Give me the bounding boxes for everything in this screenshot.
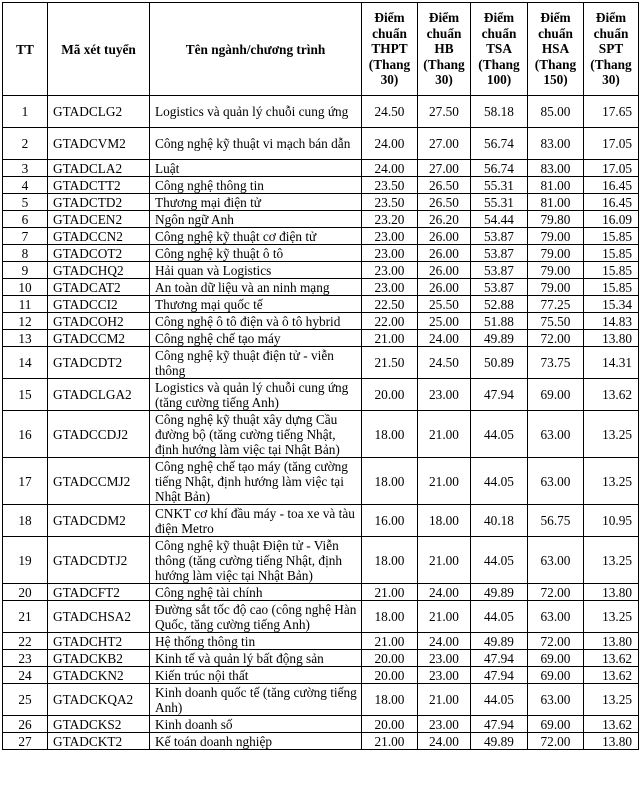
cell-tt: 22 xyxy=(3,633,48,650)
cell-code: GTADCKS2 xyxy=(48,716,150,733)
cell-code: GTADCLA2 xyxy=(48,160,150,177)
cell-score-hb: 26.20 xyxy=(418,211,471,228)
cell-score-thpt: 16.00 xyxy=(362,505,418,537)
cell-code: GTADCEN2 xyxy=(48,211,150,228)
cell-score-tsa: 47.94 xyxy=(471,650,528,667)
cell-score-hb: 26.50 xyxy=(418,177,471,194)
table-row xyxy=(3,379,639,411)
table-row xyxy=(3,716,639,733)
cell-score-spt: 15.34 xyxy=(584,296,639,313)
cell-score-hsa: 69.00 xyxy=(528,379,584,411)
cell-score-spt: 13.80 xyxy=(584,733,639,750)
cell-score-thpt: 23.50 xyxy=(362,194,418,211)
cell-score-hb: 24.00 xyxy=(418,584,471,601)
cell-score-hb: 23.00 xyxy=(418,667,471,684)
cell-tt: 15 xyxy=(3,379,48,411)
cell-code: GTADCHQ2 xyxy=(48,262,150,279)
cell-score-hsa: 75.50 xyxy=(528,313,584,330)
cell-program-name: Công nghệ ô tô điện và ô tô hybrid xyxy=(150,313,362,330)
cell-score-tsa: 56.74 xyxy=(471,128,528,160)
cell-program-name: Kinh tế và quản lý bất động sản xyxy=(150,650,362,667)
table-row xyxy=(3,684,639,716)
cell-score-hb: 21.00 xyxy=(418,537,471,584)
cell-code: GTADCTT2 xyxy=(48,177,150,194)
cell-score-tsa: 58.18 xyxy=(471,96,528,128)
cell-program-name: Công nghệ tài chính xyxy=(150,584,362,601)
cell-code: GTADCKN2 xyxy=(48,667,150,684)
cell-score-hsa: 79.00 xyxy=(528,279,584,296)
cell-code: GTADCCI2 xyxy=(48,296,150,313)
cell-score-tsa: 44.05 xyxy=(471,458,528,505)
cell-score-thpt: 23.00 xyxy=(362,228,418,245)
cell-score-hsa: 77.25 xyxy=(528,296,584,313)
cell-tt: 4 xyxy=(3,177,48,194)
table-row xyxy=(3,313,639,330)
cell-score-thpt: 22.50 xyxy=(362,296,418,313)
cell-score-spt: 13.25 xyxy=(584,411,639,458)
cell-score-thpt: 18.00 xyxy=(362,601,418,633)
table-row xyxy=(3,296,639,313)
cell-score-tsa: 44.05 xyxy=(471,684,528,716)
cell-score-hsa: 72.00 xyxy=(528,330,584,347)
cell-program-name: Đường sắt tốc độ cao (công nghệ Hàn Quốc, tăng cường tiếng Anh) xyxy=(150,601,362,633)
cell-score-hb: 23.00 xyxy=(418,716,471,733)
cell-score-thpt: 23.00 xyxy=(362,279,418,296)
cell-score-thpt: 21.50 xyxy=(362,347,418,379)
table-row xyxy=(3,347,639,379)
table-row xyxy=(3,537,639,584)
cell-score-hsa: 72.00 xyxy=(528,733,584,750)
cell-program-name: Kinh doanh số xyxy=(150,716,362,733)
cell-score-hsa: 72.00 xyxy=(528,633,584,650)
table-header xyxy=(3,3,639,96)
cell-program-name: Kiến trúc nội thất xyxy=(150,667,362,684)
cell-score-tsa: 49.89 xyxy=(471,633,528,650)
cell-score-hsa: 83.00 xyxy=(528,160,584,177)
table-row xyxy=(3,584,639,601)
cell-score-tsa: 54.44 xyxy=(471,211,528,228)
cell-score-thpt: 20.00 xyxy=(362,716,418,733)
cell-score-spt: 15.85 xyxy=(584,279,639,296)
cell-score-spt: 17.05 xyxy=(584,128,639,160)
cell-score-spt: 14.83 xyxy=(584,313,639,330)
cell-code: GTADCAT2 xyxy=(48,279,150,296)
cell-code: GTADCHSA2 xyxy=(48,601,150,633)
cell-score-tsa: 50.89 xyxy=(471,347,528,379)
cell-score-thpt: 18.00 xyxy=(362,684,418,716)
cell-score-hsa: 81.00 xyxy=(528,194,584,211)
header-tt: TT xyxy=(3,3,48,96)
cell-score-hsa: 56.75 xyxy=(528,505,584,537)
table-body xyxy=(3,96,639,750)
cell-score-thpt: 20.00 xyxy=(362,667,418,684)
cell-tt: 11 xyxy=(3,296,48,313)
table-row xyxy=(3,650,639,667)
cell-score-thpt: 23.00 xyxy=(362,245,418,262)
table-row xyxy=(3,228,639,245)
cell-program-name: Kế toán doanh nghiệp xyxy=(150,733,362,750)
cell-score-spt: 15.85 xyxy=(584,262,639,279)
cell-code: GTADCDM2 xyxy=(48,505,150,537)
cell-score-spt: 13.62 xyxy=(584,650,639,667)
table-row xyxy=(3,177,639,194)
cell-program-name: Thương mại quốc tế xyxy=(150,296,362,313)
cell-code: GTADCKT2 xyxy=(48,733,150,750)
cell-score-spt: 13.25 xyxy=(584,537,639,584)
cell-score-spt: 13.25 xyxy=(584,684,639,716)
cell-tt: 10 xyxy=(3,279,48,296)
table-row xyxy=(3,194,639,211)
cell-score-tsa: 44.05 xyxy=(471,537,528,584)
cell-score-tsa: 52.88 xyxy=(471,296,528,313)
table-row xyxy=(3,128,639,160)
cell-code: GTADCCM2 xyxy=(48,330,150,347)
cell-program-name: Công nghệ kỹ thuật vi mạch bán dẫn xyxy=(150,128,362,160)
cell-program-name: Logistics và quản lý chuỗi cung ứng (tăng cường tiếng Anh) xyxy=(150,379,362,411)
cell-tt: 21 xyxy=(3,601,48,633)
cell-score-hsa: 85.00 xyxy=(528,96,584,128)
cell-code: GTADCHT2 xyxy=(48,633,150,650)
cell-program-name: Luật xyxy=(150,160,362,177)
cell-score-hb: 18.00 xyxy=(418,505,471,537)
cell-score-thpt: 18.00 xyxy=(362,458,418,505)
cell-tt: 18 xyxy=(3,505,48,537)
cell-tt: 6 xyxy=(3,211,48,228)
cell-score-tsa: 47.94 xyxy=(471,716,528,733)
cell-tt: 23 xyxy=(3,650,48,667)
cell-score-spt: 13.62 xyxy=(584,667,639,684)
cell-score-hsa: 63.00 xyxy=(528,537,584,584)
cell-score-hsa: 63.00 xyxy=(528,601,584,633)
table-row xyxy=(3,211,639,228)
cell-code: GTADCDT2 xyxy=(48,347,150,379)
table-row xyxy=(3,633,639,650)
cell-score-hsa: 63.00 xyxy=(528,458,584,505)
cell-tt: 13 xyxy=(3,330,48,347)
cell-code: GTADCOH2 xyxy=(48,313,150,330)
cell-score-tsa: 49.89 xyxy=(471,330,528,347)
cell-tt: 5 xyxy=(3,194,48,211)
cell-score-hb: 24.00 xyxy=(418,733,471,750)
cell-score-tsa: 49.89 xyxy=(471,733,528,750)
cell-score-tsa: 55.31 xyxy=(471,194,528,211)
admission-score-table xyxy=(2,2,639,750)
cell-score-thpt: 24.00 xyxy=(362,160,418,177)
cell-score-thpt: 20.00 xyxy=(362,379,418,411)
cell-program-name: Logistics và quản lý chuỗi cung ứng xyxy=(150,96,362,128)
cell-score-spt: 17.05 xyxy=(584,160,639,177)
cell-program-name: Công nghệ thông tin xyxy=(150,177,362,194)
cell-score-tsa: 53.87 xyxy=(471,228,528,245)
cell-score-tsa: 51.88 xyxy=(471,313,528,330)
header-thpt: Điểm chuẩn THPT (Thang 30) xyxy=(362,3,418,96)
cell-score-hsa: 63.00 xyxy=(528,684,584,716)
cell-score-tsa: 53.87 xyxy=(471,245,528,262)
cell-score-thpt: 23.50 xyxy=(362,177,418,194)
cell-code: GTADCDTJ2 xyxy=(48,537,150,584)
cell-score-hb: 21.00 xyxy=(418,601,471,633)
header-spt: Điểm chuẩn SPT (Thang 30) xyxy=(584,3,639,96)
table-row xyxy=(3,458,639,505)
cell-program-name: Kinh doanh quốc tế (tăng cường tiếng Anh) xyxy=(150,684,362,716)
cell-code: GTADCOT2 xyxy=(48,245,150,262)
cell-program-name: Ngôn ngữ Anh xyxy=(150,211,362,228)
table-row xyxy=(3,262,639,279)
cell-score-hb: 27.00 xyxy=(418,160,471,177)
cell-tt: 7 xyxy=(3,228,48,245)
cell-score-tsa: 44.05 xyxy=(471,411,528,458)
cell-score-hsa: 73.75 xyxy=(528,347,584,379)
cell-program-name: Công nghệ kỹ thuật cơ điện tử xyxy=(150,228,362,245)
cell-program-name: Công nghệ kỹ thuật ô tô xyxy=(150,245,362,262)
cell-score-hb: 21.00 xyxy=(418,684,471,716)
cell-score-hsa: 72.00 xyxy=(528,584,584,601)
cell-score-spt: 13.62 xyxy=(584,379,639,411)
table-row xyxy=(3,733,639,750)
cell-tt: 17 xyxy=(3,458,48,505)
cell-score-spt: 13.80 xyxy=(584,330,639,347)
cell-tt: 25 xyxy=(3,684,48,716)
cell-tt: 19 xyxy=(3,537,48,584)
cell-tt: 24 xyxy=(3,667,48,684)
cell-score-thpt: 21.00 xyxy=(362,633,418,650)
cell-score-hb: 26.00 xyxy=(418,245,471,262)
table-row xyxy=(3,330,639,347)
cell-score-hb: 24.00 xyxy=(418,633,471,650)
cell-score-thpt: 24.50 xyxy=(362,96,418,128)
cell-score-thpt: 20.00 xyxy=(362,650,418,667)
cell-score-hb: 26.00 xyxy=(418,262,471,279)
cell-tt: 20 xyxy=(3,584,48,601)
cell-tt: 27 xyxy=(3,733,48,750)
cell-score-hsa: 69.00 xyxy=(528,667,584,684)
cell-score-spt: 17.65 xyxy=(584,96,639,128)
cell-score-spt: 10.95 xyxy=(584,505,639,537)
cell-tt: 14 xyxy=(3,347,48,379)
cell-score-hsa: 69.00 xyxy=(528,650,584,667)
cell-score-spt: 16.09 xyxy=(584,211,639,228)
cell-score-hsa: 79.00 xyxy=(528,228,584,245)
table-row xyxy=(3,667,639,684)
header-name: Tên ngành/chương trình xyxy=(150,3,362,96)
cell-score-thpt: 22.00 xyxy=(362,313,418,330)
cell-code: GTADCCN2 xyxy=(48,228,150,245)
cell-score-hsa: 83.00 xyxy=(528,128,584,160)
cell-tt: 9 xyxy=(3,262,48,279)
cell-score-thpt: 18.00 xyxy=(362,411,418,458)
cell-score-thpt: 23.20 xyxy=(362,211,418,228)
cell-score-tsa: 53.87 xyxy=(471,262,528,279)
cell-score-spt: 15.85 xyxy=(584,228,639,245)
cell-program-name: An toàn dữ liệu và an ninh mạng xyxy=(150,279,362,296)
cell-score-tsa: 56.74 xyxy=(471,160,528,177)
cell-score-hb: 25.50 xyxy=(418,296,471,313)
cell-score-hsa: 69.00 xyxy=(528,716,584,733)
cell-score-hb: 23.00 xyxy=(418,379,471,411)
cell-tt: 8 xyxy=(3,245,48,262)
cell-tt: 1 xyxy=(3,96,48,128)
cell-score-hsa: 79.00 xyxy=(528,262,584,279)
cell-score-hb: 27.00 xyxy=(418,128,471,160)
cell-score-spt: 13.80 xyxy=(584,584,639,601)
cell-score-tsa: 47.94 xyxy=(471,667,528,684)
cell-score-hsa: 81.00 xyxy=(528,177,584,194)
cell-score-spt: 13.80 xyxy=(584,633,639,650)
cell-program-name: Công nghệ chế tạo máy (tăng cường tiếng Nhật, định hướng làm việc tại Nhật Bản) xyxy=(150,458,362,505)
cell-program-name: Thương mại điện tử xyxy=(150,194,362,211)
cell-score-spt: 13.25 xyxy=(584,458,639,505)
header-code: Mã xét tuyển xyxy=(48,3,150,96)
cell-score-thpt: 21.00 xyxy=(362,584,418,601)
cell-score-thpt: 21.00 xyxy=(362,733,418,750)
cell-code: GTADCVM2 xyxy=(48,128,150,160)
header-hsa: Điểm chuẩn HSA (Thang 150) xyxy=(528,3,584,96)
cell-score-spt: 16.45 xyxy=(584,194,639,211)
cell-score-spt: 13.62 xyxy=(584,716,639,733)
cell-tt: 16 xyxy=(3,411,48,458)
cell-program-name: Công nghệ kỹ thuật điện tử - viễn thông xyxy=(150,347,362,379)
header-tsa: Điểm chuẩn TSA (Thang 100) xyxy=(471,3,528,96)
cell-code: GTADCLG2 xyxy=(48,96,150,128)
cell-score-tsa: 40.18 xyxy=(471,505,528,537)
cell-score-spt: 16.45 xyxy=(584,177,639,194)
cell-score-thpt: 21.00 xyxy=(362,330,418,347)
cell-tt: 12 xyxy=(3,313,48,330)
table-row xyxy=(3,601,639,633)
cell-score-thpt: 18.00 xyxy=(362,537,418,584)
cell-program-name: Hệ thống thông tin xyxy=(150,633,362,650)
cell-score-hb: 26.00 xyxy=(418,228,471,245)
cell-score-hb: 24.50 xyxy=(418,347,471,379)
cell-score-spt: 15.85 xyxy=(584,245,639,262)
cell-score-tsa: 49.89 xyxy=(471,584,528,601)
cell-score-hb: 26.00 xyxy=(418,279,471,296)
table-row xyxy=(3,505,639,537)
cell-score-thpt: 24.00 xyxy=(362,128,418,160)
cell-score-hsa: 79.00 xyxy=(528,245,584,262)
cell-program-name: Công nghệ kỹ thuật xây dựng Cầu đường bộ (tăng cường tiếng Nhật, định hướng làm việc tại Nhật Bản) xyxy=(150,411,362,458)
cell-score-hb: 25.00 xyxy=(418,313,471,330)
cell-score-hb: 26.50 xyxy=(418,194,471,211)
cell-score-tsa: 53.87 xyxy=(471,279,528,296)
table-row xyxy=(3,279,639,296)
cell-score-hb: 23.00 xyxy=(418,650,471,667)
cell-score-hb: 21.00 xyxy=(418,411,471,458)
cell-score-tsa: 44.05 xyxy=(471,601,528,633)
cell-program-name: CNKT cơ khí đầu máy - toa xe và tàu điện Metro xyxy=(150,505,362,537)
cell-program-name: Hải quan và Logistics xyxy=(150,262,362,279)
cell-score-spt: 13.25 xyxy=(584,601,639,633)
cell-program-name: Công nghệ chế tạo máy xyxy=(150,330,362,347)
cell-score-hsa: 79.80 xyxy=(528,211,584,228)
cell-tt: 26 xyxy=(3,716,48,733)
cell-code: GTADCCMJ2 xyxy=(48,458,150,505)
cell-score-tsa: 55.31 xyxy=(471,177,528,194)
cell-tt: 3 xyxy=(3,160,48,177)
cell-code: GTADCKB2 xyxy=(48,650,150,667)
cell-code: GTADCKQA2 xyxy=(48,684,150,716)
cell-score-hsa: 63.00 xyxy=(528,411,584,458)
cell-score-hb: 21.00 xyxy=(418,458,471,505)
cell-code: GTADCFT2 xyxy=(48,584,150,601)
table-row xyxy=(3,245,639,262)
cell-score-spt: 14.31 xyxy=(584,347,639,379)
table-row xyxy=(3,160,639,177)
cell-code: GTADCCDJ2 xyxy=(48,411,150,458)
header-hb: Điểm chuẩn HB (Thang 30) xyxy=(418,3,471,96)
cell-score-hb: 24.00 xyxy=(418,330,471,347)
cell-tt: 2 xyxy=(3,128,48,160)
cell-program-name: Công nghệ kỹ thuật Điện tử - Viễn thông (tăng cường tiếng Nhật, định hướng làm việc tại Nhật Bản) xyxy=(150,537,362,584)
table-row xyxy=(3,411,639,458)
cell-score-hb: 27.50 xyxy=(418,96,471,128)
cell-score-tsa: 47.94 xyxy=(471,379,528,411)
cell-code: GTADCLGA2 xyxy=(48,379,150,411)
cell-score-thpt: 23.00 xyxy=(362,262,418,279)
cell-code: GTADCTD2 xyxy=(48,194,150,211)
table-row xyxy=(3,96,639,128)
